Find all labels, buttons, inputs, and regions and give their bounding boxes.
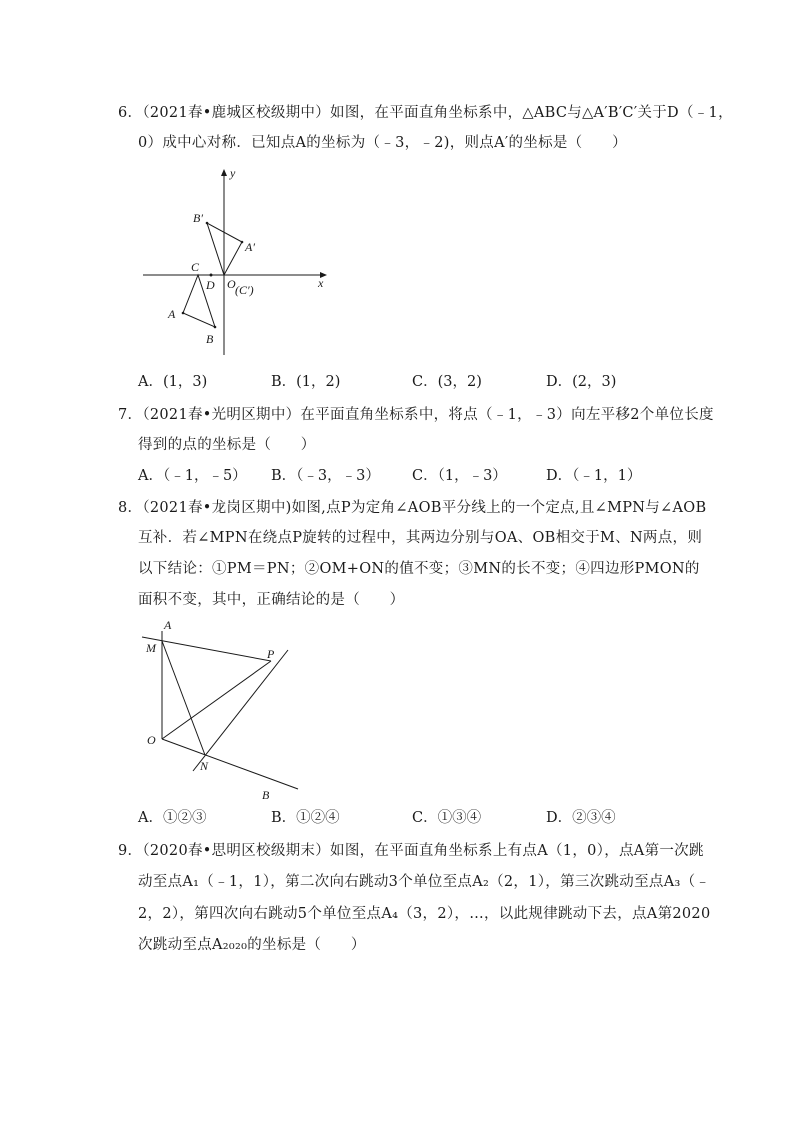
q8-option-c[interactable]: C．①③④ <box>412 810 482 826</box>
q8-line-pm <box>142 637 271 661</box>
q9-line-4: 次跳动至点A₂₀₂₀的坐标是（ ） <box>138 937 366 953</box>
q6-label-c1: (C′) <box>235 283 254 297</box>
q6-label-o: O <box>227 277 236 291</box>
q8-segment-mn <box>162 641 205 755</box>
q7-line-2: 得到的点的坐标是（ ） <box>138 437 316 453</box>
q6-label-b: B <box>206 332 214 346</box>
q9-line-1: 9．（2020春•思明区校级期末）如图，在平面直角坐标系上有点A（1，0），点A第一次跳 <box>118 843 704 859</box>
q6-label-x: x <box>318 276 324 290</box>
q7-options <box>138 466 658 486</box>
q6-label-d: D <box>206 278 215 292</box>
q8-label-p: P <box>267 647 275 661</box>
q8-label-n: N <box>200 759 209 773</box>
q8-line-pn <box>193 650 288 771</box>
q8-option-d[interactable]: D．②③④ <box>546 810 616 826</box>
q7-line-1: 7．（2021春•光明区期中）在平面直角坐标系中，将点（﹣1，﹣3）向左平移2个单位长度 <box>118 407 714 423</box>
q8-option-a[interactable]: A．①②③ <box>138 810 207 826</box>
q6-option-a[interactable]: A．(1，3) <box>138 374 208 390</box>
q6-option-b[interactable]: B．(1，2) <box>271 374 341 390</box>
q6-label-y: y <box>230 166 236 180</box>
q6-option-c[interactable]: C．(3，2) <box>412 374 482 390</box>
q6-label-c: C <box>191 260 200 274</box>
q6-label-a1: A′ <box>245 240 255 254</box>
q8-segment-op <box>162 661 271 739</box>
q8-line-4: 面积不变，其中，正确结论的是（ ） <box>138 592 405 608</box>
q6-point-d <box>210 274 213 277</box>
q8-ray-ob <box>162 739 298 789</box>
q9-line-2: 动至点A₁（﹣1，1），第二次向右跳动3个单位至点A₂（2，1），第三次跳动至点A₃（﹣ <box>138 874 711 890</box>
q8-options <box>138 808 658 828</box>
q6-options <box>138 372 658 392</box>
q7-option-d[interactable]: D．（﹣1，1） <box>546 468 642 484</box>
q8-line-1: 8．（2021春•龙岗区期中)如图,点P为定角∠AOB平分线上的一个定点,且∠MPN与∠AOB <box>118 500 707 516</box>
q9-line-3: 2，2），第四次向右跳动5个单位至点A₄（3，2），…，以此规律跳动下去，点A第2020 <box>138 906 711 922</box>
q6-option-d[interactable]: D．(2，3) <box>546 374 617 390</box>
q8-label-a: A <box>164 618 172 632</box>
q6-label-b1: B′ <box>193 211 203 225</box>
q8-label-o: O <box>147 733 156 747</box>
q6-line-2: 0）成中心对称．已知点A的坐标为（﹣3，﹣2)，则点A′的坐标是（ ） <box>138 135 627 151</box>
q8-figure <box>138 615 303 809</box>
q8-line-3: 以下结论：①PM＝PN；②OM+ON的值不变；③MN的长不变；④四边形PMON的 <box>138 561 700 577</box>
q6-figure <box>138 165 338 364</box>
q6-label-a: A <box>168 307 176 321</box>
q7-option-b[interactable]: B．（﹣3，﹣3） <box>271 468 380 484</box>
q7-option-c[interactable]: C．（1，﹣3） <box>412 468 507 484</box>
q8-option-b[interactable]: B．①②④ <box>271 810 340 826</box>
q8-line-2: 互补．若∠MPN在绕点P旋转的过程中，其两边分别与OA、OB相交于M、N两点，则 <box>138 530 703 546</box>
q7-option-a[interactable]: A．（﹣1，﹣5） <box>138 468 247 484</box>
q6-line-1: 6．（2021春•鹿城区校级期中）如图，在平面直角坐标系中，△ABC与△A′B′C′关于D（﹣1， <box>118 105 733 121</box>
q8-label-m: M <box>146 641 156 655</box>
q8-label-b: B <box>262 788 270 802</box>
